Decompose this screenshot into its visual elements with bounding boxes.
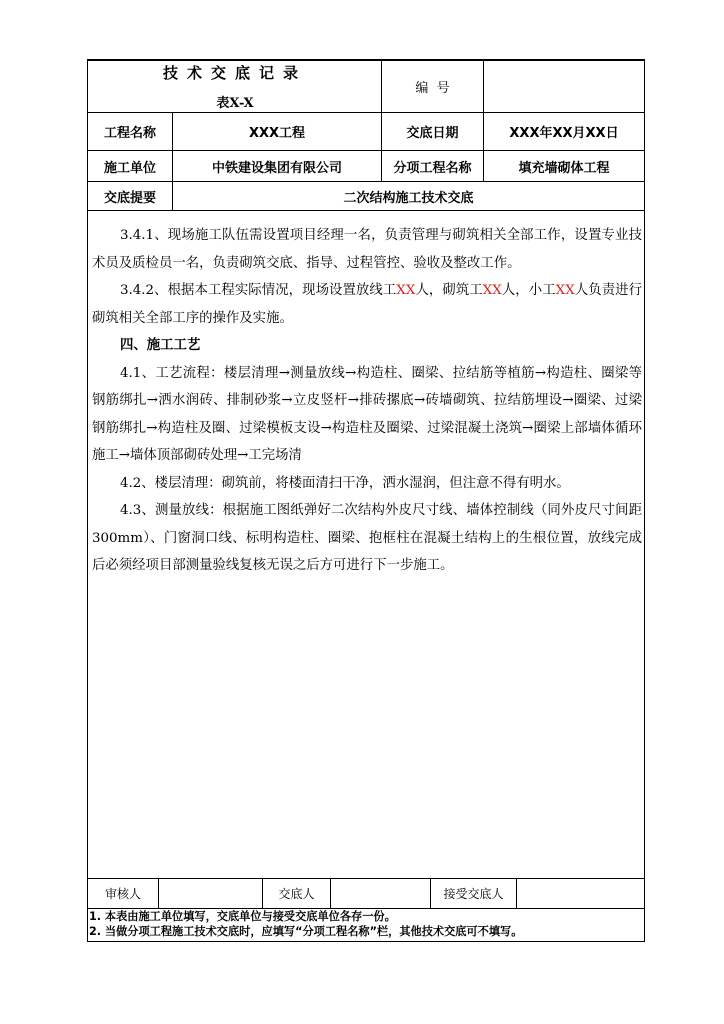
footnote-2: 2. 当做分项工程施工技术交底时，应填写“分项工程名称”栏，其他技术交底可不填写。 xyxy=(89,925,523,938)
paragraph-text: 人，小工 xyxy=(501,283,556,298)
placeholder-count: XX xyxy=(396,283,416,298)
row-divider-4 xyxy=(87,210,645,211)
form-title: 技术交底记录 xyxy=(162,64,307,82)
date-label: 交底日期 xyxy=(406,126,459,141)
paragraph-3-4-2 xyxy=(88,277,644,332)
unit-value: 中铁建设集团有限公司 xyxy=(211,160,342,176)
section-heading: 四、施工工艺 xyxy=(120,338,201,353)
placeholder-count: XX xyxy=(555,283,575,298)
sub-project-value: 填充墙砌体工程 xyxy=(518,160,610,176)
number-label: 编 号 xyxy=(415,80,450,96)
project-name-value: XXX工程 xyxy=(248,126,306,141)
paragraph-text: 人负责进行砌筑相关全部工序的操作及实施。 xyxy=(92,283,642,326)
discloser-value xyxy=(331,879,430,908)
unit-label: 施工单位 xyxy=(103,160,156,176)
paragraph-4-2: 4.2、楼层清理：砌筑前，将楼面清扫干净，洒水湿润，但注意不得有明水。 xyxy=(120,475,570,491)
paragraph-3-4-1: 3.4.1、现场施工队伍需设置项目经理一名，负责管理与砌筑相关全部工作，设置专业技术员及质检员一名，负责砌筑交底、指导、过程管控、验收及整改工作。 xyxy=(92,228,642,271)
discloser-label: 交底人 xyxy=(278,887,315,901)
paragraph-4-1: 4.1、工艺流程：楼层清理→测量放线→构造柱、圈梁、拉结筋等植筋→构造柱、圈梁等钢筋绑扎→洒水润砖、排制砂浆→立皮竖杆→排砖摞底→砖墙砌筑、拉结筋埋设→圈梁、过梁钢筋绑扎→构造柱及圈、过梁模板支设→构造柱及圈梁、过梁混凝土浇筑→圈梁上部墙体循环施工→墙体顶部砌砖处理→工完场清 xyxy=(92,365,642,463)
form-number: 表X-X xyxy=(216,96,254,111)
footnote-1: 1. 本表由施工单位填写，交底单位与接受交底单位各存一份。 xyxy=(89,910,396,923)
receiver-label: 接受交底人 xyxy=(443,887,504,901)
date-value: XXX年XX月XX日 xyxy=(509,126,619,141)
paragraph-text: 3.4.2、根据本工程实际情况，现场设置放线工 xyxy=(120,283,397,298)
paragraph-4-3: 4.3、测量放线：根据施工图纸弹好二次结构外皮尺寸线、墙体控制线（同外皮尺寸间距300mm）、门窗洞口线、标明构造柱、圈梁、抱框柱在混凝土结构上的生根位置，放线完成后必须经项目部测量验线复核无误之后方可进行下一步施工。 xyxy=(92,503,642,573)
paragraph-text: 人，砌筑工 xyxy=(415,283,483,298)
footnotes xyxy=(89,909,643,939)
number-value xyxy=(484,60,644,112)
summary-value: 二次结构施工技术交底 xyxy=(343,190,474,206)
summary-label: 交底提要 xyxy=(103,190,156,206)
reviewer-value xyxy=(159,879,262,908)
disclosure-content xyxy=(88,222,644,580)
reviewer-label: 审核人 xyxy=(104,887,141,901)
project-name-label: 工程名称 xyxy=(103,126,156,141)
sub-project-label: 分项工程名称 xyxy=(393,160,472,176)
receiver-value xyxy=(517,879,644,908)
placeholder-count: XX xyxy=(482,283,502,298)
